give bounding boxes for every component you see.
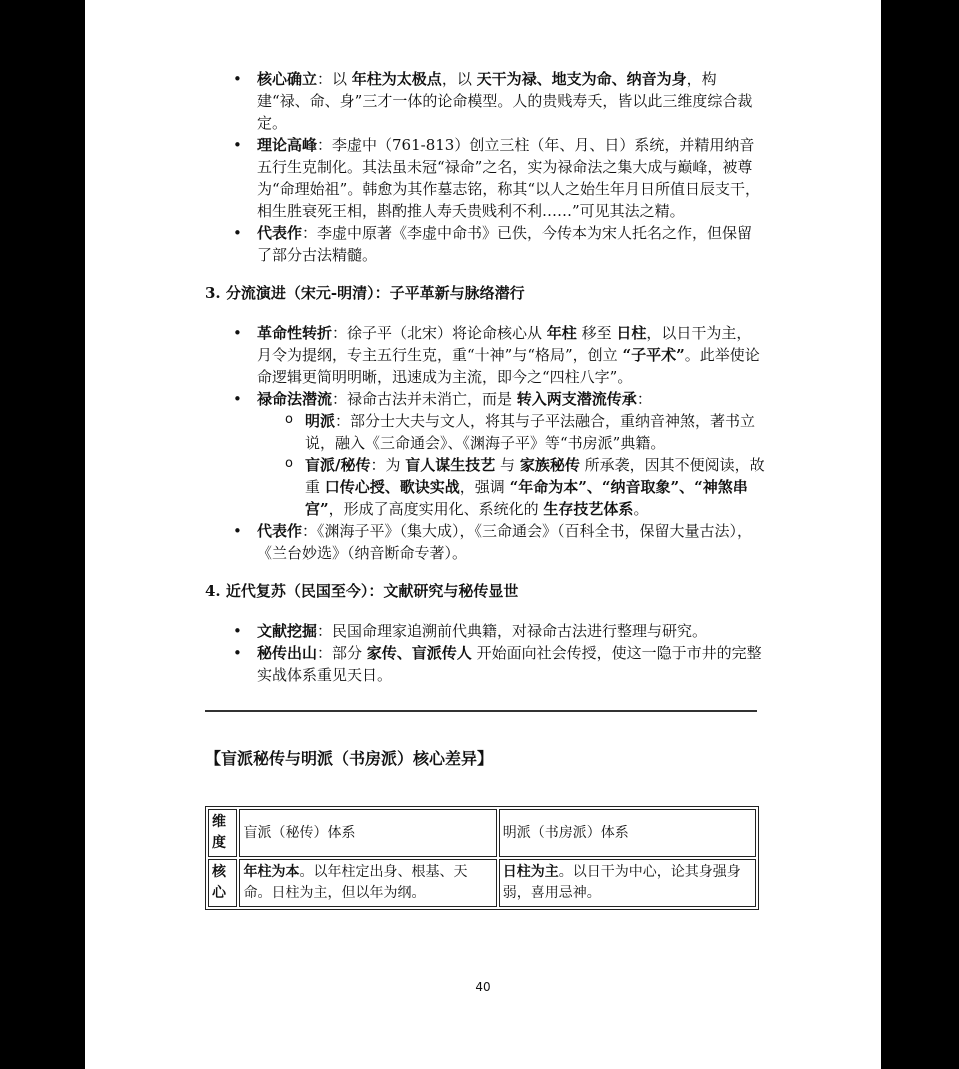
table-header-row <box>208 809 756 857</box>
bullet-label: 核心确立 <box>257 70 318 88</box>
sub-bullet-list <box>257 410 765 520</box>
cell-blind-school: 年柱为本。以年柱定出身、根基、天命。日柱为主，但以年为纲。 <box>239 859 496 907</box>
header-ming-school: 明派（书房派）体系 <box>499 809 756 857</box>
section2-bullet-list <box>205 68 765 266</box>
sub-bullet-blind-school: o 盲派/秘传：为 盲人谋生技艺 与 家族秘传 所承袭，因其不便阅读，故重 口传心授、歌诀实战，强调 “年命为本”、“纳音取象”、“神煞串宫”，形成了高度实用化、系统化的 生存技艺体系。 <box>205 454 765 520</box>
bullet-representative-work: • 代表作：李虚中原著《李虚中命书》已佚，今传本为宋人托名之作，但保留了部分古法精髓。 <box>205 222 765 266</box>
horizontal-divider <box>205 710 757 712</box>
bullet-secret-transmission: • 秘传出山：部分 家传、盲派传人 开始面向社会传授，使这一隐于市井的完整实战体系重见天日。 <box>205 642 765 686</box>
header-blind-school: 盲派（秘传）体系 <box>239 809 496 857</box>
section3-heading: 3. 分流演进（宋元-明清）：子平革新与脉络潜行 <box>205 284 525 302</box>
sub-bullet-ming-school: o 明派：部分士大夫与文人，将其与子平法融合，重纳音神煞，著书立说，融入《三命通会》、《渊海子平》等“书房派”典籍。 <box>205 410 765 454</box>
bullet-luming-undercurrent: • 禄命法潜流：禄命古法并未消亡，而是 转入两支潜流传承： o 明派：部分士大夫与文人，将其与子平法融合，重纳音神煞，著书立说，融入《三命通会》、《渊海子平》等“书房派”典籍。 o 盲派/秘传：为 盲人谋生技艺 与 家族秘传 所承袭，因其不便阅读，故重 口传心授、歌诀实战，强调 “年命为本”、“纳音取象”、“神煞串宫”，形成了高度实用化、系统化的 生存技艺体系。 <box>205 388 765 520</box>
comparison-table <box>205 806 759 910</box>
bullet-theory-peak: • 理论高峰：李虚中（761-813）创立三柱（年、月、日）系统，并精用纳音五行生克制化。其法虽未冠“禄命”之名，实为禄命法之集大成与巅峰，被尊为“命理始祖”。韩愈为其作墓志铭，称其“以人之始生年月日所值日辰支干，相生胜衰死王相，斟酌推人寿夭贵贱利不利……”可见其法之精。 <box>205 134 765 222</box>
bullet-representative-work: • 代表作：《渊海子平》（集大成），《三命通会》（百科全书，保留大量古法），《兰台妙选》（纳音断命专著）。 <box>205 520 765 564</box>
page-content <box>205 68 765 910</box>
page-number: 40 <box>475 980 491 994</box>
cell-dimension: 核心 <box>208 859 237 907</box>
table-title: 【盲派秘传与明派（书房派）核心差异】 <box>205 749 494 768</box>
bullet-label: 理论高峰 <box>257 136 318 154</box>
section3-bullet-list <box>205 322 765 564</box>
header-dimension: 维度 <box>208 809 237 857</box>
bullet-core-establish: • 核心确立：以 年柱为太极点，以 天干为禄、地支为命、纳音为身，构建“禄、命、身”三才一体的论命模型。人的贵贱寿夭，皆以此三维度综合裁定。 <box>205 68 765 134</box>
section4-bullet-list <box>205 620 765 686</box>
table-row <box>208 859 756 907</box>
document-page <box>85 0 881 1069</box>
section4-heading: 4. 近代复苏（民国至今）：文献研究与秘传显世 <box>205 582 519 600</box>
cell-ming-school: 日柱为主。以日干为中心，论其身强身弱，喜用忌神。 <box>499 859 756 907</box>
bullet-revolutionary-turn: • 革命性转折：徐子平（北宋）将论命核心从 年柱 移至 日柱，以日干为主，月令为提纲，专主五行生克，重“十神”与“格局”，创立 “子平术”。此举使论命逻辑更简明明晰，迅速成为主流，即今之“四柱八字”。 <box>205 322 765 388</box>
bullet-label: 代表作 <box>257 224 303 242</box>
bullet-literature-mining: • 文献挖掘：民国命理家追溯前代典籍，对禄命古法进行整理与研究。 <box>205 620 765 642</box>
